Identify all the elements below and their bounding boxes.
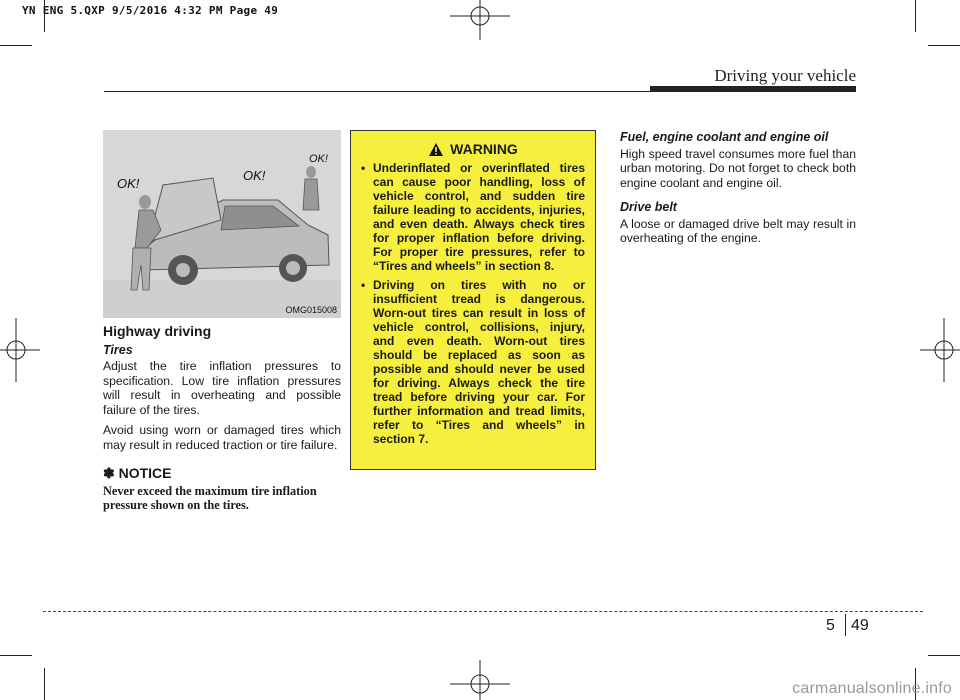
- notice-body: Never exceed the maximum tire inflation pressure shown on the tires.: [103, 483, 317, 512]
- header-rule-accent: [650, 86, 856, 92]
- section-heading: Highway driving: [103, 323, 212, 339]
- running-head: Driving your vehicle: [714, 66, 856, 85]
- page-number-divider: [845, 614, 846, 636]
- warning-triangle-icon: [428, 142, 444, 157]
- chapter-number: 5: [826, 617, 835, 634]
- subheading-drive-belt: Drive belt: [620, 200, 677, 214]
- warning-box: [350, 130, 596, 470]
- page-number: 49: [851, 617, 869, 634]
- warning-item: • Driving on tires with no or insufficient tread is dangerous. Worn-out tires can result in loss of vehicle control, collisions, injury, and even death. Worn-out tires should be replaced as soon as possible and should never be used for driving. Always check the tire tread before driving your car. For further information and tread limits, refer to “Tires and wheels” in section 7.: [373, 278, 585, 446]
- subheading-tires: Tires: [103, 342, 133, 357]
- callout-ok-3: OK!: [309, 153, 328, 165]
- figure-code: OMG015008: [285, 305, 337, 315]
- tires-paragraph-1: Adjust the tire inflation pressures to specification. Low tire inflation pressures will result in overheating and possible failure of the tires.: [103, 359, 341, 417]
- warning-title: WARNING: [450, 141, 518, 157]
- callout-ok-2: OK!: [243, 168, 266, 183]
- fuel-paragraph: High speed travel consumes more fuel than urban motoring. Do not forget to check both engine coolant and engine oil.: [620, 146, 856, 190]
- notice-title: ✽ NOTICE: [103, 465, 172, 481]
- footer-rule: [43, 611, 923, 612]
- car-inspection-illustration: [103, 130, 341, 318]
- callout-ok-1: OK!: [117, 176, 140, 191]
- print-slug: YN ENG 5.QXP 9/5/2016 4:32 PM Page 49: [22, 4, 279, 17]
- warning-header: [351, 141, 595, 157]
- car-illustration: [103, 130, 341, 318]
- drive-belt-paragraph: A loose or damaged drive belt may result in overheating of the engine.: [620, 216, 856, 245]
- warning-item: • Underinflated or overinflated tires can cause poor handling, loss of vehicle control, and sudden tire failure leading to accidents, injuries, and even death. Always check tires for proper inflation before driving. For proper tire pressures, refer to “Tires and wheels” in section 8.: [373, 161, 585, 273]
- right-column: [620, 130, 856, 252]
- subheading-fuel-coolant-oil: Fuel, engine coolant and engine oil: [620, 130, 829, 144]
- watermark[interactable]: carmanualsonline.info: [792, 680, 952, 697]
- warning-list: [351, 161, 595, 446]
- left-column: [103, 324, 341, 512]
- tires-paragraph-2: Avoid using worn or damaged tires which may result in reduced traction or tire failure.: [103, 423, 341, 452]
